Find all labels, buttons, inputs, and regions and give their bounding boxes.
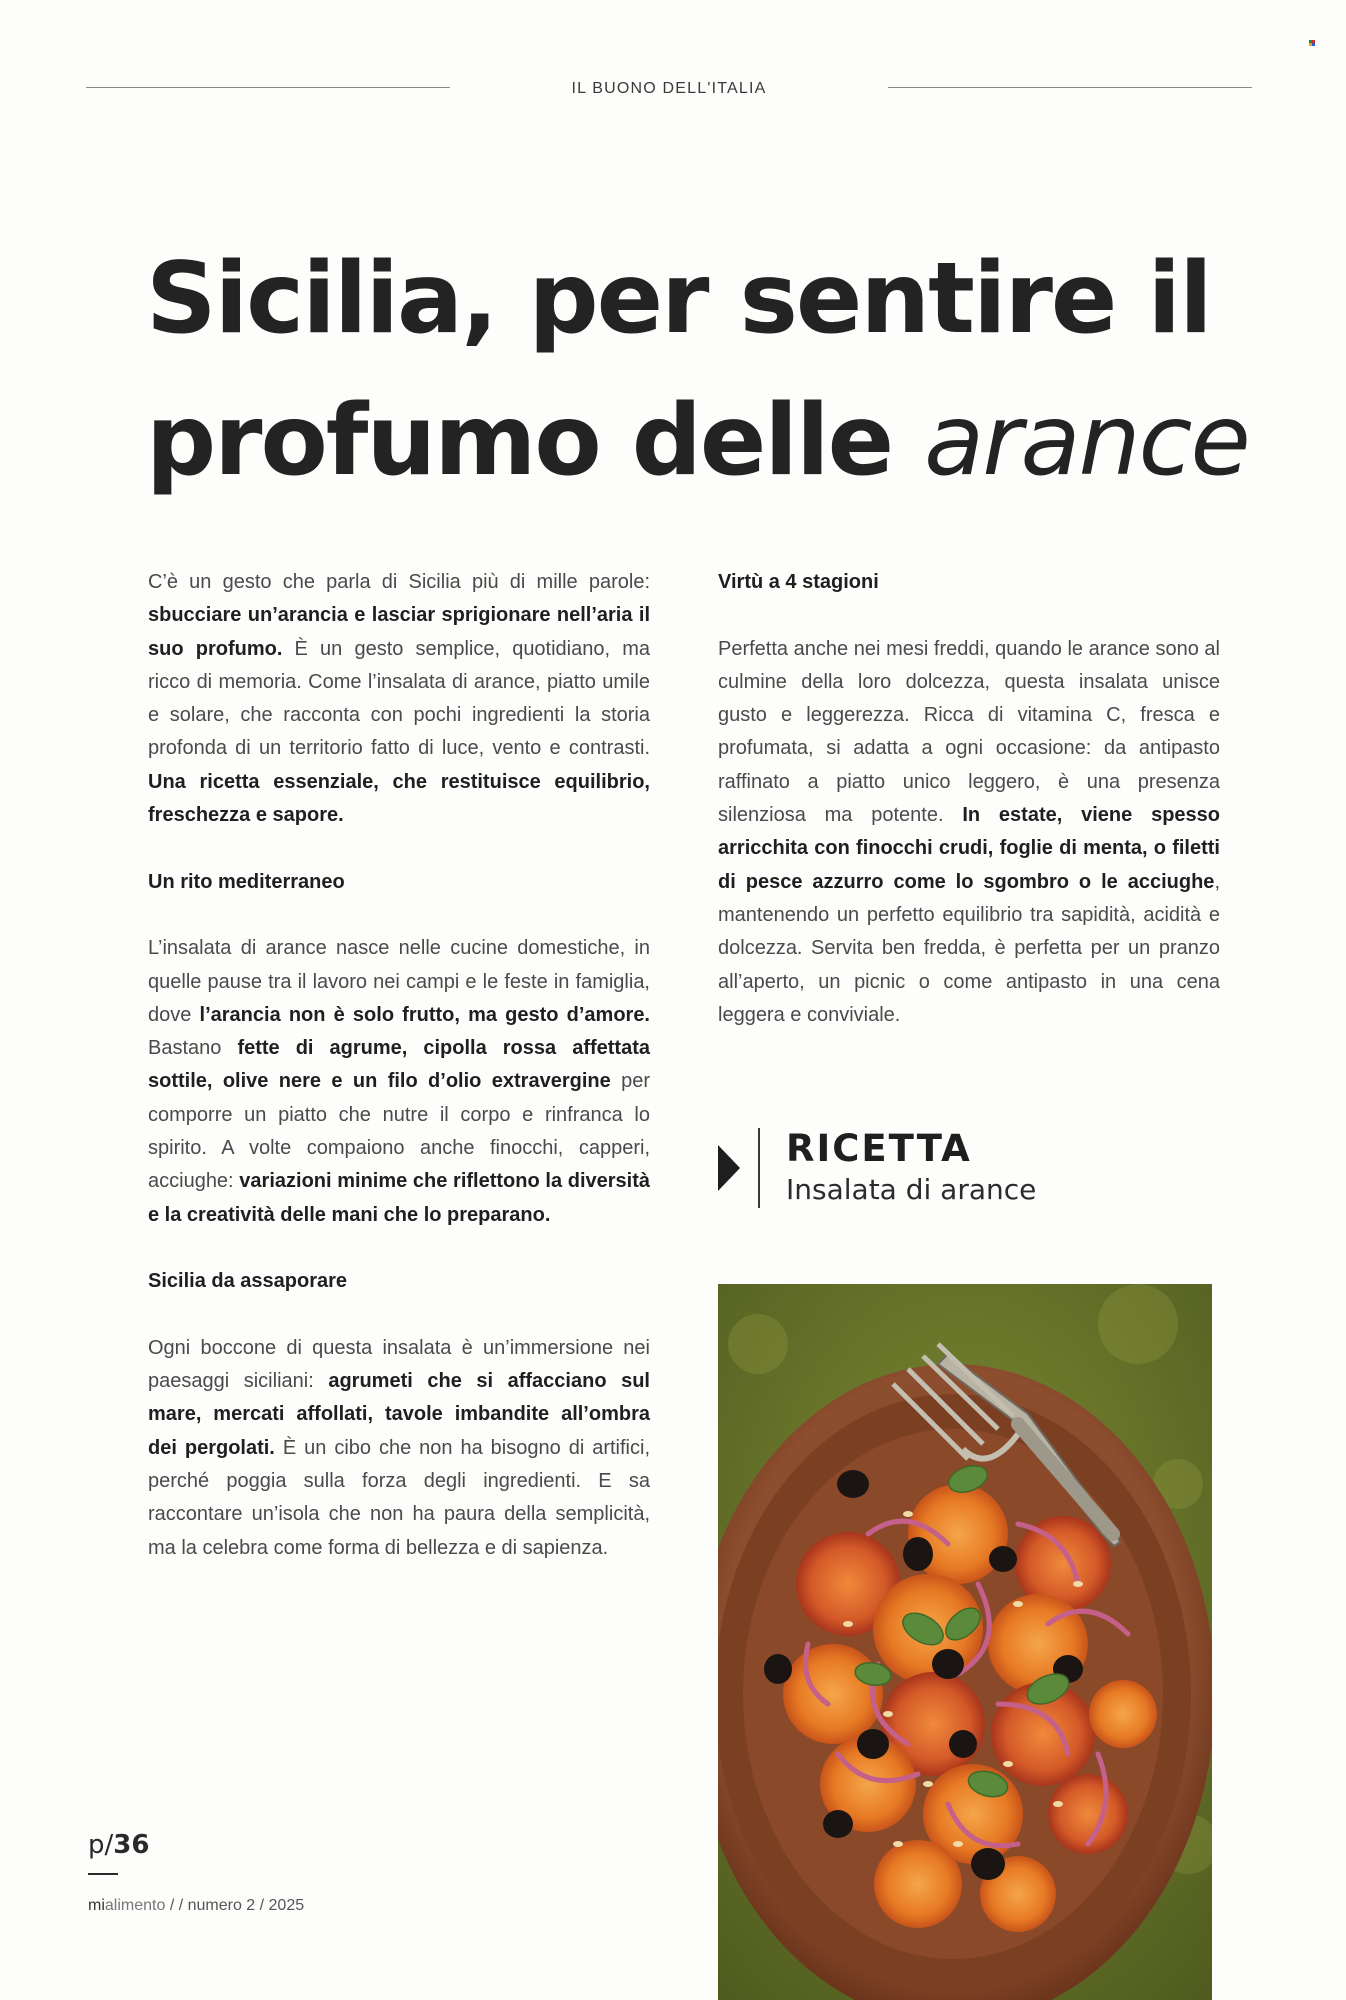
recipe-label-block: [718, 1126, 1218, 1210]
virtu-paragraph: [718, 633, 1220, 1033]
recipe-divider: [758, 1128, 760, 1208]
text-run: , mantenendo un perfetto equilibrio tra sapidità, acidità e dolcezza. Servita ben fredda, è perfetta per un pranzo all’aperto, un picnic o come antipasto in una cena leggera e conviviale.: [718, 870, 1220, 1026]
page-header: [86, 80, 1252, 100]
brand-mi: mi: [88, 1897, 105, 1914]
page-prefix: p/: [88, 1830, 114, 1860]
text-run: Perfetta anche nei mesi freddi, quando le arance sono al culmine della loro dolcezza, questa insalata unisce gusto e leggerezza. Ricca di vitamina C, fresca e profumata, si adatta a ogni occasione: da antipasto raffinato a piatto unico leggero, è una presenza silenziosa ma potente.: [718, 637, 1220, 827]
bold-text-run: l’arancia non è solo frutto, ma gesto d’amore.: [199, 1003, 650, 1026]
article-column-left: [148, 566, 650, 1565]
section-heading-virtu: Virtù a 4 stagioni: [718, 571, 879, 593]
text-run: È un gesto semplice, quotidiano, ma ricco di memoria. Come l’insalata di arance, piatto umile e solare, che racconta con pochi ingredienti la storia profonda di un territorio fatto di luce, vento e contrasti.: [148, 637, 650, 760]
play-arrow-icon: [718, 1145, 740, 1191]
recipe-label: RICETTA: [786, 1127, 972, 1170]
text-run: Bastano: [148, 1037, 238, 1060]
assaporare-paragraph: [148, 1332, 650, 1565]
text-run: Ogni boccone di questa insalata è un’immersione nei paesaggi siciliani:: [148, 1336, 650, 1393]
corner-color-mark: [1309, 40, 1315, 46]
title-line-2-bold: profumo delle: [146, 384, 925, 498]
text-run: L’insalata di arance nasce nelle cucine domestiche, in quelle pause tra il lavoro nei campi e le feste in famiglia, dove: [148, 937, 650, 1026]
brand-alimento: alimento: [104, 1897, 166, 1914]
article-title: [146, 228, 1266, 512]
title-line-1: Sicilia, per sentire il: [146, 242, 1211, 356]
article-column-right: [718, 566, 1220, 1032]
title-line-2-italic: arance: [924, 384, 1249, 498]
section-kicker: IL BUONO DELL'ITALIA: [571, 80, 767, 97]
text-run: È un cibo che non ha bisogno di artifici, perché poggia sulla forza degli ingredienti. E sa raccontare un’isola che non ha paura della semplicità, ma la celebra come forma di bellezza e di sapienza.: [148, 1436, 651, 1559]
bold-text-run: In estate, viene spesso arricchita con finocchi crudi, foglie di menta, o filetti di pesce azzurro come lo sgombro o le acciughe: [718, 804, 1220, 893]
bold-text-run: fette di agrume, cipolla rossa affettata sottile, olive nere e un filo d’olio extravergine: [148, 1037, 650, 1093]
page-number: [88, 1830, 149, 1860]
issue-info: / / numero 2 / 2025: [165, 1897, 305, 1914]
header-rule-left: [86, 87, 450, 88]
page-number-value: 36: [113, 1830, 150, 1860]
bold-text-run: Una ricetta essenziale, che restituisce equilibrio, freschezza e sapore.: [148, 770, 650, 827]
text-run: C’è un gesto che parla di Sicilia più di mille parole:: [148, 571, 650, 593]
folio-rule: [88, 1873, 118, 1875]
rito-paragraph: [148, 932, 650, 1232]
recipe-name: Insalata di arance: [786, 1173, 1037, 1206]
orange-salad-photo: [718, 1284, 1212, 2000]
section-heading-rito: Un rito mediterraneo: [148, 870, 345, 893]
bold-text-run: sbucciare un’arancia e lasciar sprigionare nell’aria il suo profumo.: [148, 604, 650, 660]
section-heading-assaporare: Sicilia da assaporare: [148, 1270, 348, 1293]
intro-paragraph: [148, 566, 650, 832]
bold-text-run: variazioni minime che riflettono la diversità e la creatività delle mani che lo preparano.: [148, 1170, 650, 1226]
orange-salad-illustration: [718, 1284, 1212, 2000]
text-run: per comporre un piatto che nutre il corpo e rinfranca lo spirito. A volte compaiono anche finocchi, capperi, acciughe:: [148, 1070, 650, 1193]
header-rule-right: [888, 87, 1252, 88]
bold-text-run: agrumeti che si affacciano sul mare, mercati affollati, tavole imbandite all’ombra dei pergolati.: [148, 1370, 650, 1459]
magazine-footer: [88, 1897, 304, 1915]
